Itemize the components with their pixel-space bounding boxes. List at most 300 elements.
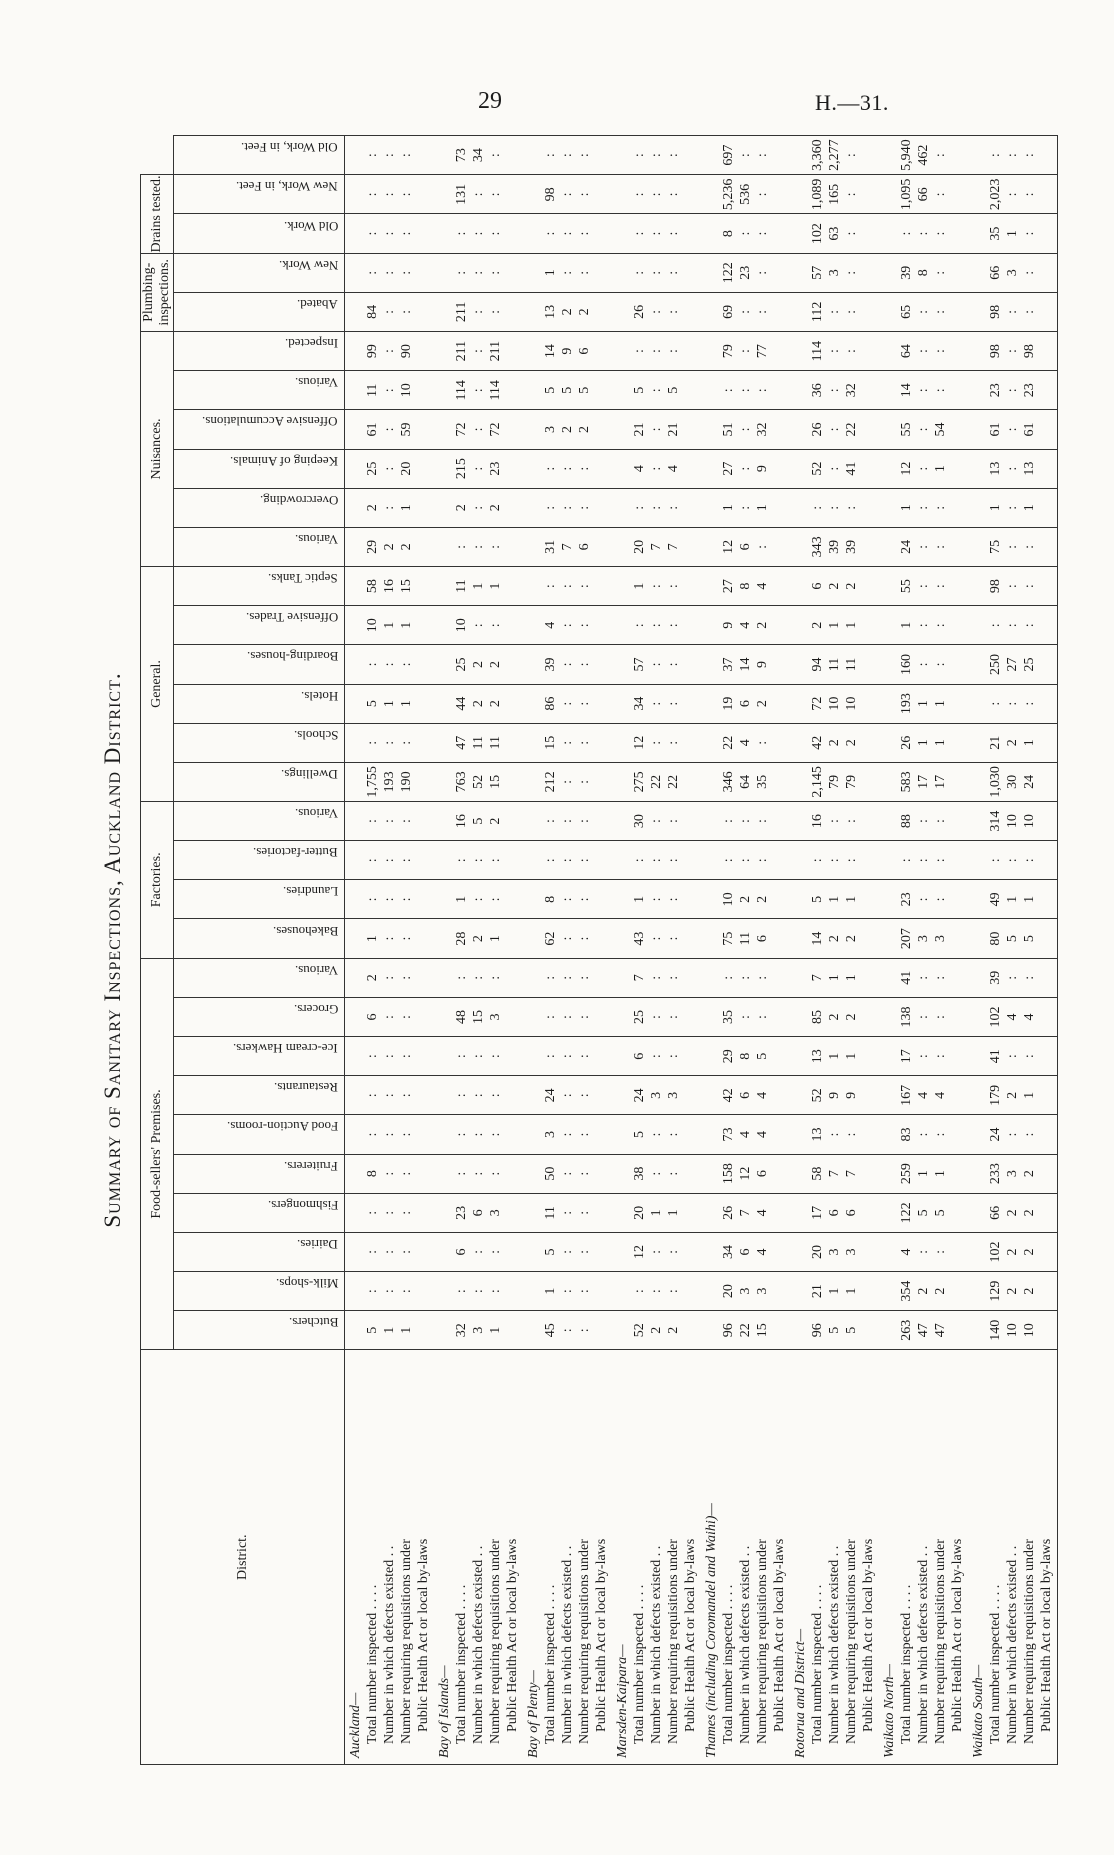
- cell-value: :: [933, 544, 948, 549]
- cell-value: 62: [543, 931, 558, 946]
- data-cell: [523, 1232, 612, 1271]
- cell-value: 3: [1005, 269, 1020, 277]
- data-cell: [434, 253, 523, 292]
- cell-value: :: [916, 544, 931, 549]
- cell-value: 38: [632, 1166, 647, 1181]
- cell-value: 39: [543, 657, 558, 672]
- cell-value: :: [1022, 623, 1037, 628]
- cell-value: :: [666, 505, 681, 510]
- cell-value: 2: [488, 504, 503, 512]
- cell-value: :: [382, 1015, 397, 1019]
- cell-value: :: [649, 153, 664, 158]
- cell-value: :: [649, 1289, 664, 1294]
- cell-value: :: [471, 505, 486, 510]
- cell-value: 2: [454, 504, 469, 512]
- data-cell: [612, 723, 701, 762]
- data-cell: [434, 645, 523, 684]
- cell-value: :: [454, 1132, 469, 1137]
- cell-value: 6: [577, 543, 592, 551]
- cell-value: :: [1005, 858, 1020, 863]
- data-cell: [879, 253, 968, 292]
- column-header: [174, 1272, 345, 1311]
- data-cell: [345, 880, 435, 919]
- district-row: [879, 136, 968, 1765]
- cell-value: :: [755, 192, 770, 197]
- cell-value: :: [666, 623, 681, 628]
- cell-value: 1: [755, 504, 770, 512]
- cell-value: 21: [666, 422, 681, 437]
- cell-value: :: [933, 153, 948, 158]
- cell-value: :: [933, 858, 948, 863]
- cell-value: :: [649, 1132, 664, 1137]
- cell-value: :: [666, 1171, 681, 1176]
- data-cell: [434, 606, 523, 645]
- cell-value: 64: [738, 774, 753, 789]
- data-cell: [434, 1037, 523, 1076]
- cell-value: :: [755, 1015, 770, 1019]
- cell-value: 3: [666, 1091, 681, 1099]
- data-cell: [434, 958, 523, 997]
- cell-value: 4: [755, 1091, 770, 1099]
- cell-value: :: [399, 1054, 414, 1059]
- cell-value: 10: [1022, 1323, 1037, 1338]
- cell-value: 2: [844, 582, 859, 590]
- cell-value: :: [382, 819, 397, 824]
- data-cell: [434, 802, 523, 841]
- data-cell: [434, 1154, 523, 1193]
- cell-value: :: [738, 388, 753, 393]
- cell-value: 31: [543, 539, 558, 554]
- data-cell: [345, 1232, 435, 1271]
- cell-value: :: [560, 897, 575, 902]
- cell-value: 2: [1022, 1209, 1037, 1217]
- cell-value: :: [365, 740, 380, 745]
- cell-value: 5: [560, 386, 575, 394]
- cell-value: 20: [399, 461, 414, 476]
- data-cell: [701, 1037, 790, 1076]
- cell-value: :: [399, 662, 414, 667]
- row-label: Total number inspected . . . .: [365, 1584, 380, 1744]
- cell-value: 1,755: [365, 766, 380, 798]
- data-cell: [879, 175, 968, 214]
- data-cell: [968, 1154, 1058, 1193]
- data-cell: [879, 292, 968, 331]
- cell-value: 263: [899, 1319, 914, 1341]
- cell-value: 96: [721, 1323, 736, 1338]
- data-cell: [790, 606, 879, 645]
- cell-value: 26: [810, 422, 825, 437]
- cell-value: :: [488, 897, 503, 902]
- cell-value: :: [488, 1054, 503, 1059]
- cell-value: 5: [933, 1209, 948, 1217]
- data-cell: [434, 762, 523, 801]
- cell-value: :: [543, 153, 558, 158]
- cell-value: 158: [721, 1163, 736, 1185]
- cell-value: :: [916, 1250, 931, 1254]
- cell-value: 5: [1005, 935, 1020, 943]
- data-cell: [879, 958, 968, 997]
- cell-value: :: [382, 349, 397, 354]
- row-label: Total number inspected . . . .: [543, 1584, 558, 1744]
- data-cell: [701, 684, 790, 723]
- cell-value: :: [577, 858, 592, 863]
- cell-value: :: [721, 858, 736, 863]
- cell-value: 55: [899, 579, 914, 594]
- cell-value: :: [399, 1250, 414, 1254]
- cell-value: :: [382, 192, 397, 197]
- cell-value: 44: [454, 696, 469, 711]
- cell-value: 2: [365, 974, 380, 982]
- cell-value: :: [738, 975, 753, 980]
- cell-value: 8: [738, 582, 753, 590]
- cell-value: 57: [810, 265, 825, 280]
- data-cell: [612, 684, 701, 723]
- column-header: [174, 880, 345, 919]
- cell-value: :: [471, 1289, 486, 1294]
- district-name: Waikato North—: [882, 1664, 897, 1758]
- data-cell: [345, 684, 435, 723]
- row-label: Total number inspected . . . .: [988, 1584, 1003, 1744]
- cell-value: 43: [632, 931, 647, 946]
- cell-value: 583: [899, 771, 914, 793]
- row-label: Public Health Act or local by-laws: [683, 1538, 698, 1732]
- cell-value: 61: [365, 422, 380, 437]
- column-header-label: Septic Tanks.: [268, 571, 338, 587]
- cell-value: 94: [810, 657, 825, 672]
- column-header: [174, 841, 345, 880]
- row-label: Number in which defects existed . .: [560, 1545, 575, 1744]
- data-cell: [879, 762, 968, 801]
- cell-value: :: [666, 740, 681, 745]
- cell-value: :: [738, 427, 753, 432]
- cell-value: :: [933, 1054, 948, 1059]
- data-cell: [434, 684, 523, 723]
- cell-value: :: [755, 270, 770, 275]
- column-header-label: Restaurants.: [274, 1080, 338, 1096]
- cell-value: 39: [899, 265, 914, 280]
- data-cell: [790, 1193, 879, 1232]
- column-header-label: Butchers.: [288, 1315, 338, 1331]
- cell-value: 98: [543, 187, 558, 202]
- column-header-label: Boarding-houses.: [246, 649, 338, 665]
- cell-value: 10: [454, 618, 469, 633]
- cell-value: :: [488, 1093, 503, 1098]
- cell-value: :: [933, 1015, 948, 1019]
- group-header: Drains tested.: [141, 175, 174, 253]
- cell-value: :: [577, 662, 592, 667]
- cell-value: :: [399, 936, 414, 941]
- cell-value: 12: [721, 539, 736, 554]
- cell-value: :: [755, 819, 770, 824]
- cell-value: 26: [632, 304, 647, 319]
- cell-value: :: [632, 153, 647, 158]
- cell-value: :: [666, 584, 681, 589]
- cell-value: 52: [810, 1088, 825, 1103]
- data-cell: [434, 841, 523, 880]
- cell-value: 2: [399, 543, 414, 551]
- cell-value: :: [399, 1289, 414, 1294]
- cell-value: 21: [988, 735, 1003, 750]
- cell-value: :: [488, 270, 503, 275]
- cell-value: 83: [899, 1127, 914, 1142]
- district-name: Marsden-Kaipara—: [615, 1644, 630, 1758]
- cell-value: :: [827, 505, 842, 510]
- cell-value: 98: [988, 304, 1003, 319]
- data-cell: [523, 331, 612, 370]
- row-label: Number requiring requisitions under: [933, 1539, 948, 1744]
- cell-value: 11: [738, 931, 753, 946]
- cell-value: 165: [827, 183, 842, 205]
- cell-value: :: [577, 231, 592, 236]
- cell-value: 36: [810, 383, 825, 398]
- cell-value: 23: [454, 1205, 469, 1220]
- cell-value: 6: [755, 1170, 770, 1178]
- cell-value: :: [1022, 309, 1037, 314]
- data-cell: [968, 1272, 1058, 1311]
- data-cell: [790, 1232, 879, 1271]
- cell-value: :: [471, 1054, 486, 1059]
- cell-value: 7: [649, 543, 664, 551]
- cell-value: 23: [899, 892, 914, 907]
- cell-value: :: [988, 858, 1003, 863]
- cell-value: :: [382, 427, 397, 432]
- cell-value: :: [916, 662, 931, 667]
- data-cell: [523, 1193, 612, 1232]
- cell-value: 35: [755, 774, 770, 789]
- cell-value: :: [365, 1132, 380, 1137]
- data-cell: [968, 292, 1058, 331]
- cell-value: :: [382, 270, 397, 275]
- row-label: Public Health Act or local by-laws: [1039, 1538, 1054, 1732]
- cell-value: :: [933, 584, 948, 589]
- cell-value: :: [649, 1054, 664, 1059]
- cell-value: :: [560, 662, 575, 667]
- cell-value: :: [382, 1132, 397, 1137]
- column-header: [174, 410, 345, 449]
- cell-value: :: [577, 270, 592, 275]
- cell-value: :: [560, 1250, 575, 1254]
- cell-value: 55: [899, 422, 914, 437]
- cell-value: 32: [454, 1323, 469, 1338]
- data-cell: [434, 1076, 523, 1115]
- cell-value: 2: [827, 935, 842, 943]
- cell-value: :: [933, 1132, 948, 1137]
- data-cell: [612, 253, 701, 292]
- cell-value: :: [649, 858, 664, 863]
- cell-value: :: [827, 858, 842, 863]
- cell-value: 61: [1022, 422, 1037, 437]
- cell-value: :: [365, 858, 380, 863]
- cell-value: 32: [844, 383, 859, 398]
- data-cell: [612, 488, 701, 527]
- cell-value: :: [827, 819, 842, 824]
- cell-value: :: [649, 231, 664, 236]
- cell-value: :: [632, 349, 647, 354]
- column-header-label: Schools.: [293, 727, 338, 743]
- cell-value: :: [488, 309, 503, 314]
- cell-value: 51: [721, 422, 736, 437]
- data-cell: [790, 958, 879, 997]
- row-label: Number requiring requisitions under: [844, 1539, 859, 1744]
- cell-value: 14: [543, 344, 558, 359]
- data-cell: [968, 723, 1058, 762]
- district-name: Rotorua and District—: [793, 1628, 808, 1758]
- cell-value: 7: [738, 1209, 753, 1217]
- cell-value: :: [399, 1132, 414, 1137]
- cell-value: 16: [382, 579, 397, 594]
- cell-value: 1: [916, 739, 931, 747]
- cell-value: :: [1022, 270, 1037, 275]
- column-header-label: Food Auction-rooms.: [226, 1119, 338, 1135]
- cell-value: 8: [916, 269, 931, 277]
- district-row: [612, 136, 701, 1765]
- cell-value: :: [649, 388, 664, 393]
- cell-value: 9: [721, 621, 736, 629]
- cell-value: :: [488, 153, 503, 158]
- data-cell: [790, 762, 879, 801]
- data-cell: [701, 1232, 790, 1271]
- data-cell: [434, 1232, 523, 1271]
- cell-value: :: [488, 623, 503, 628]
- cell-value: 212: [543, 771, 558, 793]
- data-cell: [968, 410, 1058, 449]
- cell-value: 66: [988, 265, 1003, 280]
- cell-value: :: [382, 858, 397, 863]
- cell-value: :: [577, 975, 592, 980]
- data-cell: [790, 1115, 879, 1154]
- cell-value: :: [454, 1054, 469, 1059]
- cell-value: :: [543, 975, 558, 980]
- data-cell: [523, 1154, 612, 1193]
- cell-value: :: [382, 1171, 397, 1176]
- cell-value: 26: [899, 735, 914, 750]
- cell-value: 462: [916, 144, 931, 166]
- cell-value: 34: [632, 696, 647, 711]
- column-header-label: Butter-factories.: [253, 845, 338, 861]
- cell-value: 10: [1022, 814, 1037, 829]
- cell-value: :: [488, 1289, 503, 1294]
- cell-value: :: [577, 1054, 592, 1059]
- cell-value: 24: [543, 1088, 558, 1103]
- data-cell: [523, 645, 612, 684]
- column-header: [174, 292, 345, 331]
- cell-value: :: [1005, 584, 1020, 589]
- cell-value: :: [454, 858, 469, 863]
- cell-value: :: [899, 231, 914, 236]
- cell-value: 52: [471, 774, 486, 789]
- cell-value: :: [933, 623, 948, 628]
- data-cell: [345, 1193, 435, 1232]
- row-label: Number requiring requisitions under: [755, 1539, 770, 1744]
- column-header-label: Old Work.: [283, 218, 338, 234]
- data-cell: [345, 253, 435, 292]
- cell-value: 354: [899, 1280, 914, 1302]
- cell-value: :: [382, 662, 397, 667]
- column-header-label: Ice-cream Hawkers.: [233, 1041, 338, 1057]
- data-cell: [434, 723, 523, 762]
- cell-value: 5,940: [899, 139, 914, 171]
- cell-value: 1: [1022, 1091, 1037, 1099]
- cell-value: :: [844, 505, 859, 510]
- cell-value: 22: [649, 774, 664, 789]
- page-number: 29: [478, 88, 502, 114]
- cell-value: :: [844, 231, 859, 236]
- data-cell: [790, 1154, 879, 1193]
- data-cell: [701, 762, 790, 801]
- data-cell: [968, 1076, 1058, 1115]
- cell-value: 11: [454, 579, 469, 593]
- row-label: Number in which defects existed . .: [382, 1545, 397, 1744]
- cell-value: 2: [844, 739, 859, 747]
- cell-value: :: [577, 701, 592, 706]
- cell-value: :: [382, 1289, 397, 1294]
- cell-value: 7: [810, 974, 825, 982]
- cell-value: 75: [721, 931, 736, 946]
- cell-value: 1: [933, 739, 948, 747]
- cell-value: 160: [899, 653, 914, 675]
- inspections-table: [140, 135, 1058, 1765]
- cell-value: 2: [1005, 1287, 1020, 1295]
- column-header-label: Keeping of Animals.: [230, 453, 338, 469]
- cell-value: :: [454, 270, 469, 275]
- cell-value: :: [666, 1054, 681, 1059]
- cell-value: :: [649, 427, 664, 432]
- row-label: Number requiring requisitions under: [1022, 1539, 1037, 1744]
- column-header: [174, 958, 345, 997]
- cell-value: :: [755, 309, 770, 314]
- cell-value: 79: [721, 344, 736, 359]
- data-cell: [523, 1115, 612, 1154]
- cell-value: :: [844, 309, 859, 314]
- data-cell: [612, 292, 701, 331]
- cell-value: 3: [543, 425, 558, 433]
- cell-value: :: [755, 544, 770, 549]
- cell-value: :: [1005, 192, 1020, 197]
- data-cell: [612, 567, 701, 606]
- data-cell: [968, 606, 1058, 645]
- cell-value: 1: [844, 1052, 859, 1060]
- cell-value: :: [577, 584, 592, 589]
- cell-value: 29: [721, 1049, 736, 1064]
- cell-value: 3: [543, 1131, 558, 1138]
- data-cell: [968, 997, 1058, 1036]
- column-header: [174, 723, 345, 762]
- cell-value: :: [899, 858, 914, 863]
- column-header: [174, 136, 345, 175]
- cell-value: :: [1005, 1132, 1020, 1137]
- cell-value: :: [1005, 153, 1020, 158]
- cell-value: 5: [755, 1052, 770, 1060]
- data-cell: [968, 371, 1058, 410]
- row-label: Public Health Act or local by-laws: [772, 1538, 787, 1732]
- cell-value: 10: [827, 696, 842, 711]
- cell-value: :: [454, 1171, 469, 1176]
- cell-value: 1: [1022, 739, 1037, 747]
- cell-value: :: [471, 309, 486, 314]
- data-cell: [879, 1311, 968, 1350]
- data-cell: [523, 214, 612, 253]
- cell-value: :: [454, 1289, 469, 1294]
- data-cell: [523, 449, 612, 488]
- cell-value: 2: [1022, 1287, 1037, 1295]
- cell-value: 79: [827, 774, 842, 789]
- data-cell: [612, 136, 701, 175]
- cell-value: 8: [721, 230, 736, 238]
- data-cell: [612, 1076, 701, 1115]
- cell-value: 112: [810, 301, 825, 323]
- cell-value: 22: [666, 774, 681, 789]
- data-cell: [434, 292, 523, 331]
